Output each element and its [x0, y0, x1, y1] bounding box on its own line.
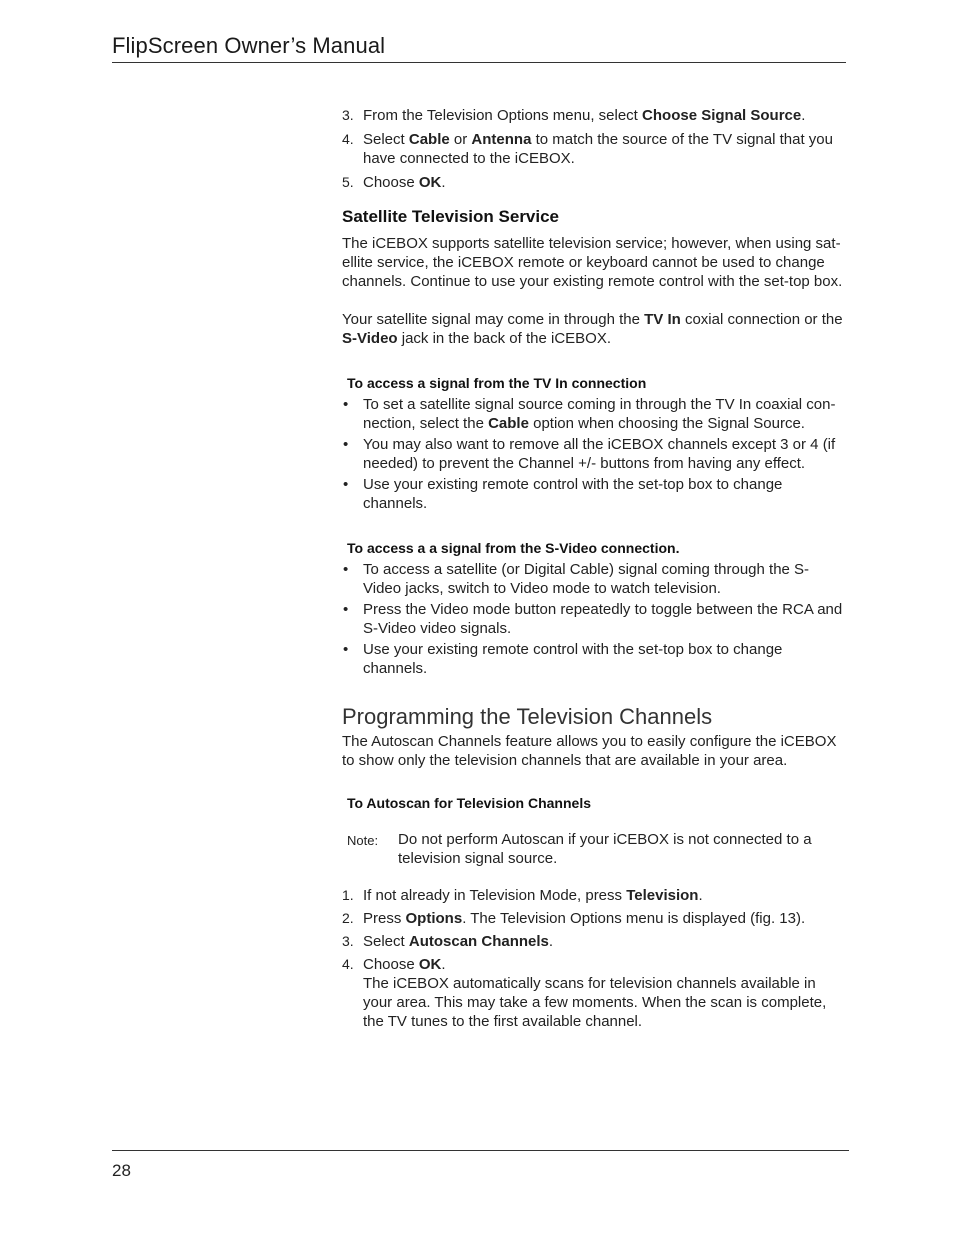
bullet-marker: • — [343, 476, 349, 493]
step-emphasis: OK — [418, 174, 442, 191]
step-emphasis: Antenna — [471, 131, 532, 148]
paragraph-text: Your satellite signal may come in through the — [342, 311, 645, 328]
step-text: Select — [363, 131, 409, 148]
step-emphasis: Cable — [408, 131, 450, 148]
step-number: 3. — [342, 933, 354, 949]
step-emphasis: Options — [405, 910, 463, 927]
list-item — [342, 886, 847, 905]
list-item — [342, 173, 847, 192]
programming-paragraph: The Autoscan Channels feature allows you to easily configure the iCEBOX to show only the television channels that are available in your area. — [342, 733, 837, 769]
tv-in-procedure-title: To access a signal from the TV In connection — [347, 375, 647, 391]
step-text: . — [801, 107, 806, 124]
bullet-text: Use your existing remote control with the set-top box to change channels. — [363, 476, 783, 512]
bullet-marker: • — [343, 561, 349, 578]
tv-in-bullets — [342, 395, 847, 513]
step-text: Select — [363, 933, 409, 950]
autoscan-steps — [342, 886, 847, 1031]
autoscan-procedure-title: To Autoscan for Television Channels — [347, 795, 591, 811]
satellite-paragraph: The iCEBOX supports satellite television service; however, when using sat-ellite service, the iCEBOX remote or keyboard cannot be used to change channels. Continue to use your existing remote control with the set-top box. — [342, 235, 843, 290]
svideo-procedure-title: To access a a signal from the S-Video connection. — [347, 540, 680, 556]
step-text: . The Television Options menu is displayed (fig. 13). — [462, 910, 806, 927]
page-content — [342, 106, 847, 1031]
bullet-text: You may also want to remove all the iCEBOX channels except 3 or 4 (if needed) to prevent the Channel +/- buttons from having any effect. — [363, 436, 836, 472]
step-text: From the Television Options menu, select — [363, 107, 643, 124]
step-text: If not already in Television Mode, press — [363, 887, 627, 904]
bullet-marker: • — [343, 641, 349, 658]
satellite-paragraph-2 — [342, 310, 847, 348]
list-item — [342, 130, 847, 168]
note-text: Do not perform Autoscan if your iCEBOX is not connected to a television signal source. — [398, 831, 812, 867]
step-number: 3. — [342, 107, 354, 123]
list-item — [342, 909, 847, 928]
note — [342, 830, 847, 868]
satellite-heading: Satellite Television Service — [342, 207, 560, 226]
step-text: . — [441, 174, 446, 191]
step-number: 5. — [342, 174, 354, 190]
page-number: 28 — [112, 1161, 131, 1180]
step-number: 4. — [342, 131, 354, 147]
step-emphasis: Autoscan Channels — [408, 933, 549, 950]
list-item — [342, 932, 847, 951]
step-text: Choose — [363, 956, 419, 973]
step-emphasis: OK — [418, 956, 442, 973]
list-item — [342, 395, 847, 433]
list-item — [342, 106, 847, 125]
step-text: . — [548, 933, 554, 950]
header-title: FlipScreen Owner’s Manual — [112, 33, 386, 58]
note-label: Note: — [347, 833, 379, 848]
list-item — [342, 600, 847, 638]
intro-steps — [342, 106, 847, 192]
bullet-marker: • — [343, 601, 349, 618]
footer-rule — [112, 1150, 849, 1151]
programming-heading: Programming the Television Channels — [342, 704, 713, 729]
bullet-text: Use your existing remote control with the set-top box to change channels. — [363, 641, 783, 677]
step-text: Press — [363, 910, 406, 927]
bullet-text: To set a satellite signal source coming in through the TV In coaxial con-nection, select the — [363, 396, 836, 432]
bullet-marker: • — [343, 396, 349, 413]
step-text: to match the source of the TV signal that you have connected to the iCEBOX. — [363, 131, 833, 167]
step-text: Choose — [363, 174, 419, 191]
step-number: 1. — [342, 887, 354, 903]
step-emphasis: Choose Signal Source — [642, 107, 802, 124]
list-item — [342, 640, 847, 678]
list-item — [342, 955, 847, 1031]
bullet-marker: • — [343, 436, 349, 453]
svideo-bullets — [342, 560, 847, 678]
bullet-text: Press the Video mode button repeatedly to toggle between the RCA and S-Video video signals. — [363, 601, 843, 637]
paragraph-text: coxial connection or the — [680, 311, 843, 328]
paragraph-emphasis: TV In — [644, 311, 681, 328]
list-item — [342, 475, 847, 513]
step-number: 2. — [342, 910, 354, 926]
paragraph-emphasis: S-Video — [342, 330, 398, 347]
bullet-emphasis: Cable — [488, 415, 529, 432]
step-detail: The iCEBOX automatically scans for television channels available in your area. This may take a few moments. When the scan is complete, the TV tunes to the first available channel. — [363, 975, 827, 1030]
header-rule — [112, 62, 846, 63]
step-text: . — [698, 887, 703, 904]
bullet-text: To access a satellite (or Digital Cable) signal coming through the S-Video jacks, switch to Video mode to watch television. — [363, 561, 810, 597]
list-item — [342, 435, 847, 473]
step-text: . — [441, 956, 446, 973]
step-emphasis: Television — [626, 887, 699, 904]
step-number: 4. — [342, 956, 354, 972]
list-item — [342, 560, 847, 598]
bullet-text: option when choosing the Signal Source. — [528, 415, 805, 432]
paragraph-text: jack in the back of the iCEBOX. — [397, 330, 612, 347]
step-text: or — [449, 131, 472, 148]
